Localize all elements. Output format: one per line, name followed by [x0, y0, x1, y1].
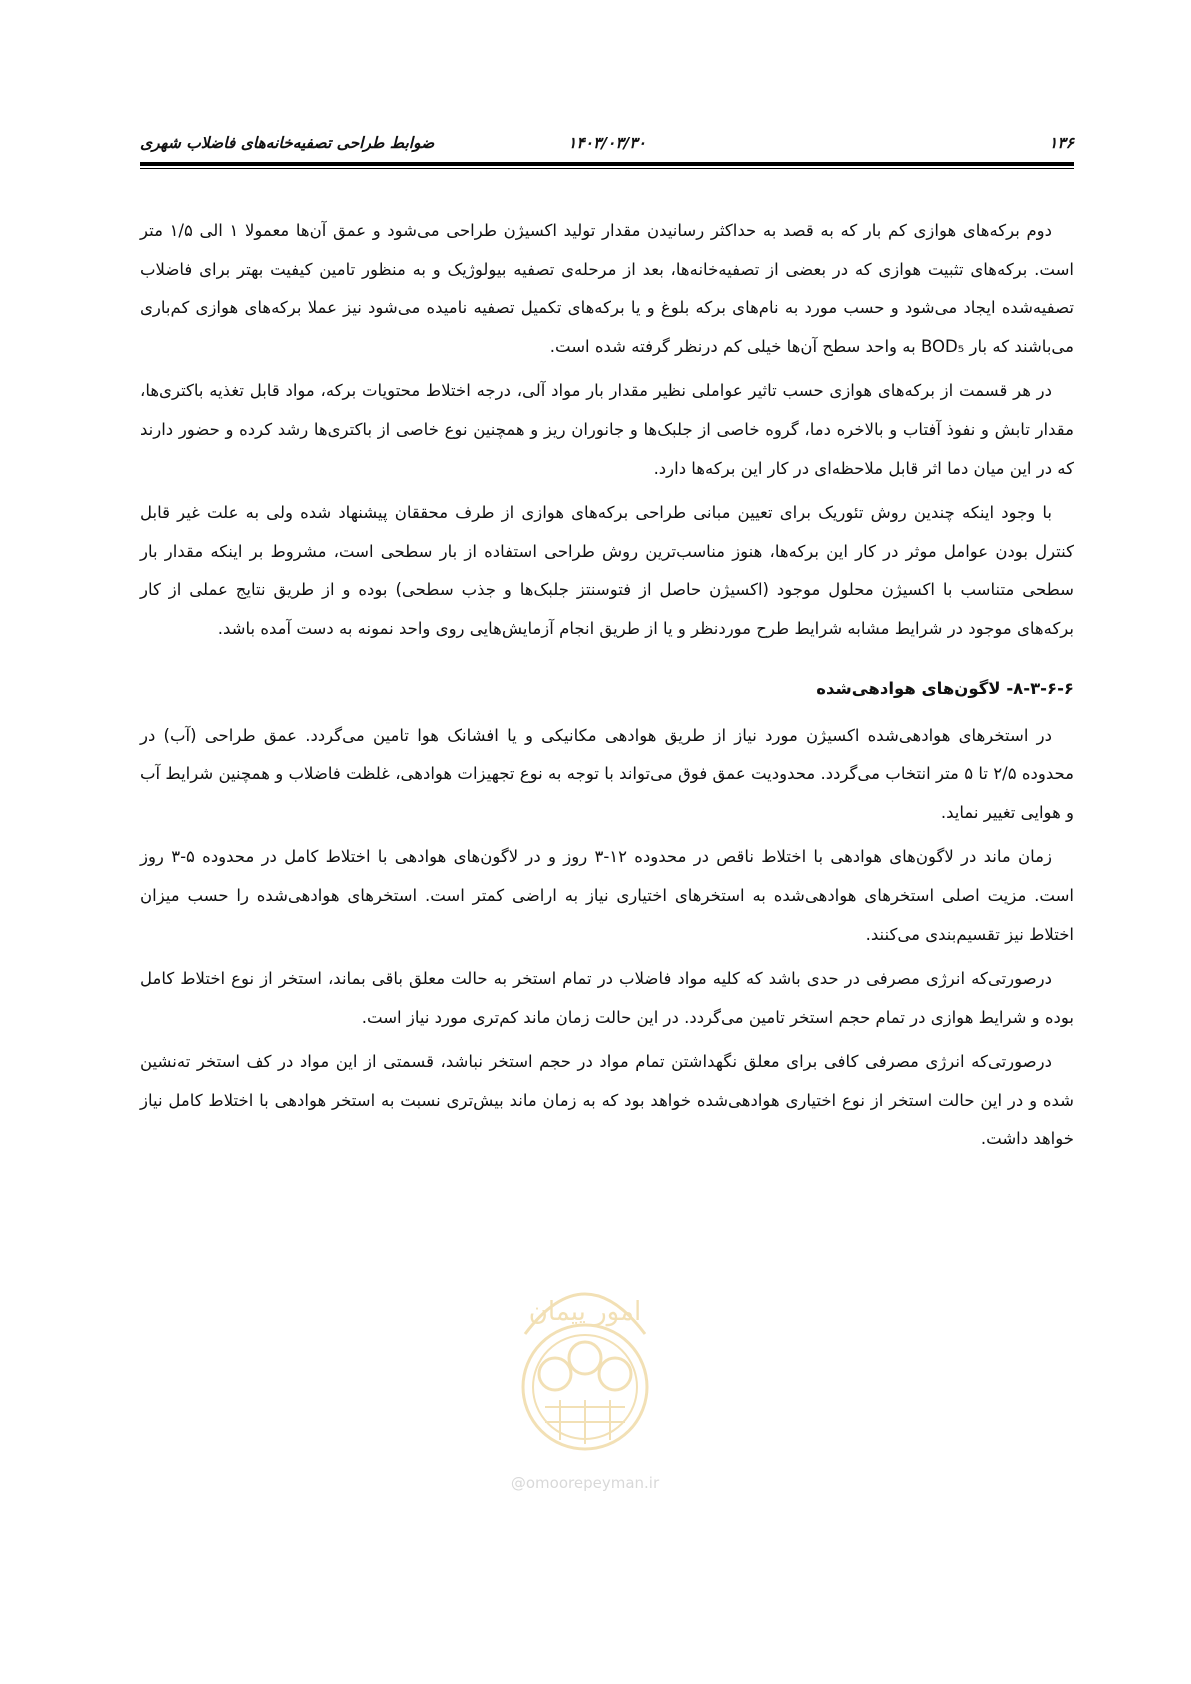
watermark-logo	[490, 1262, 680, 1492]
paragraph: زمان ماند در لاگون‌های هوادهی با اختلاط ناقص در محدوده ۱۲-۳ روز و در لاگون‌های هوادهی با اختلاط کامل در محدوده ۵-۳ روز است. مزیت اصلی استخرهای هوادهی‌شده به استخرهای اختیاری نیاز به اراضی کمتر است. استخرهای هوادهی‌شده را حسب میزان اختلاط نیز تقسیم‌بندی می‌کنند.	[140, 847, 1074, 944]
paragraph: درصورتی‌که انرژی مصرفی کافی برای معلق نگهداشتن تمام مواد در حجم استخر نباشد، قسمتی از این مواد در کف استخر ته‌نشین شده و در این حالت استخر از نوع اختیاری هوادهی‌شده خواهد بود که به زمان ماند بیش‌تری نسبت به استخر هوادهی با اختلاط کامل نیاز خواهد داشت.	[140, 1052, 1074, 1149]
watermark-seal-icon	[490, 1262, 680, 1462]
page-number: ۱۳۶	[1049, 134, 1074, 152]
page-header	[140, 128, 1074, 162]
header-rule-thin	[140, 168, 1074, 169]
paragraph: دوم برکه‌های هوازی کم بار که به قصد به حداکثر رسانیدن مقدار تولید اکسیژن طراحی می‌شود و عمق آن‌ها معمولا ۱ الی ۱/۵ متر است. برکه‌های تثبیت هوازی که در بعضی از تصفیه‌خانه‌ها، بعد از مرحله‌ی تصفیه بیولوژیک و به منظور تامین کیفیت بهتر برای فاضلاب تصفیه‌شده ایجاد می‌شود و حسب مورد به نام‌های برکه بلوغ و یا برکه‌های تکمیل تصفیه نامیده می‌شود نیز عملا برکه‌های هوازی کم‌باری می‌باشند که بار BOD₅ به واحد سطح آن‌ها خیلی کم درنظر گرفته شده است.	[140, 221, 1074, 356]
paragraph: درصورتی‌که انرژی مصرفی در حدی باشد که کلیه مواد فاضلاب در تمام استخر به حالت معلق باقی بماند، استخر از نوع اختلاط کامل بوده و شرایط هوازی در تمام حجم استخر تامین می‌گردد. در این حالت زمان ماند کم‌تری مورد نیاز است.	[140, 969, 1074, 1027]
paragraph: با وجود اینکه چندین روش تئوریک برای تعیین مبانی طراحی برکه‌های هوازی از طرف محققان پیشنهاد شده ولی به علت غیر قابل کنترل بودن عوامل موثر در کار این برکه‌ها، هنوز مناسب‌ترین روش طراحی استفاده از بار سطحی است، مشروط بر اینکه مقدار بار سطحی متناسب با اکسیژن محلول موجود (اکسیژن حاصل از فتوسنتز جلبک‌ها و جذب سطحی) بوده و از طریق نتایج عملی از کار برکه‌های موجود در شرایط مشابه شرایط طرح موردنظر و یا از طریق انجام آزمایش‌هایی روی واحد نمونه به دست آمده باشد.	[140, 503, 1074, 638]
document-title: ضوابط طراحی تصفیه‌خانه‌های فاضلاب شهری	[140, 134, 435, 152]
header-date: ۱۴۰۳/۰۳/۳۰	[568, 134, 646, 152]
watermark-logo-text: امور پیمان	[528, 1297, 642, 1327]
header-rule-thick	[140, 162, 1074, 166]
watermark-url: @omoorepeyman.ir	[510, 1474, 660, 1492]
section-heading: ۸-۳-۶-۶- لاگون‌های هوادهی‌شده	[816, 678, 1074, 698]
paragraph: در استخرهای هوادهی‌شده اکسیژن مورد نیاز از طریق هوادهی مکانیکی و یا افشانک هوا تامین می‌گردد. عمق طراحی (آب) در محدوده ۲/۵ تا ۵ متر انتخاب می‌گردد. محدودیت عمق فوق می‌تواند با توجه به نوع تجهیزات هوادهی، غلظت فاضلاب و همچنین شرایط آب و هوایی تغییر نماید.	[140, 725, 1075, 822]
paragraph: در هر قسمت از برکه‌های هوازی حسب تاثیر عواملی نظیر مقدار بار مواد آلی، درجه اختلاط محتویات برکه، مواد قابل تغذیه باکتری‌ها، مقدار تابش و نفوذ آفتاب و بالاخره دما، گروه خاصی از جلبک‌ها و جانوران ریز و همچنین نوع خاصی از باکتری‌ها رشد کرده و حضور دارند که در این میان دما اثر قابل ملاحظه‌ای در کار این برکه‌ها دارد.	[140, 381, 1074, 478]
page-body	[140, 212, 1074, 1165]
